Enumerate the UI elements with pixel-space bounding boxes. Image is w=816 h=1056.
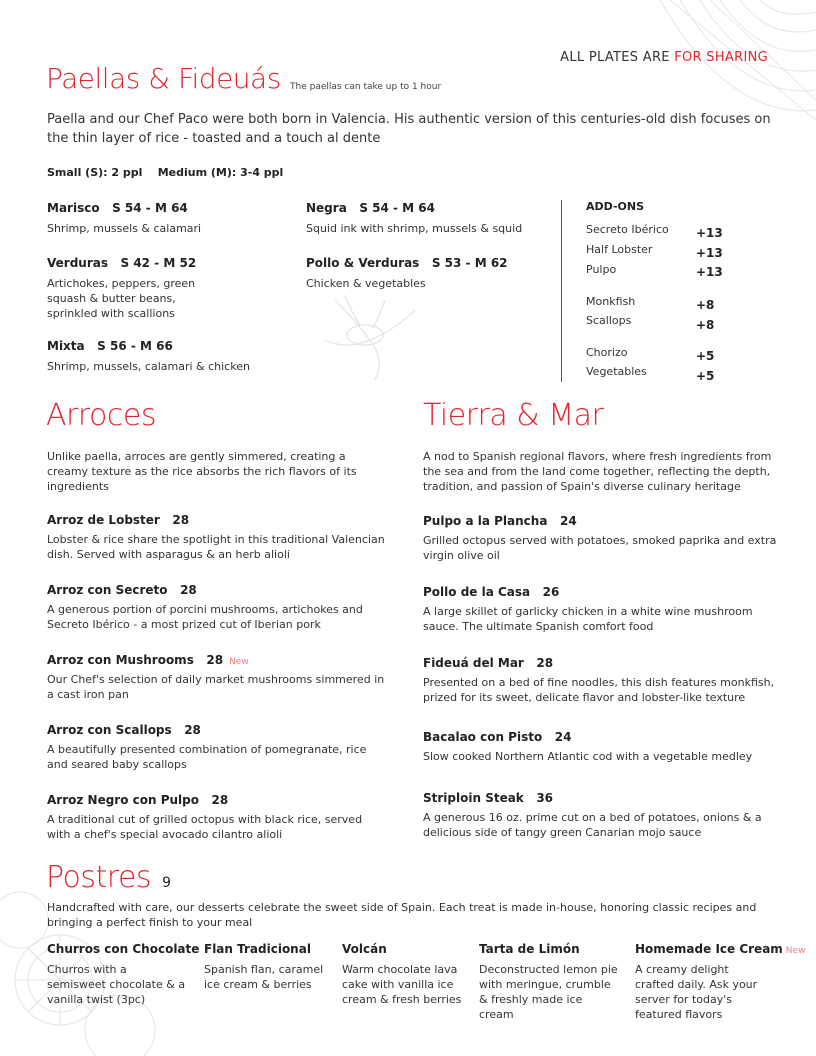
tierra-intro: A nod to Spanish regional flavors, where fresh ingredients from the sea and from the land come together, reflecting the depth, tradition, and passion of Spain's diverse culinary heritage: [423, 450, 772, 493]
postre-name-row: [635, 942, 810, 956]
postre-item: [47, 942, 200, 1007]
postres-price: 9: [162, 875, 172, 891]
paella-item: [306, 201, 546, 236]
postre-desc: Churros with a semisweet chocolate & a vanilla twist (3pc): [47, 963, 186, 1006]
postres-title: Postres: [46, 860, 152, 895]
arroz-desc: Our Chef's selection of daily market mushrooms simmered in a cast iron pan: [47, 673, 385, 701]
paellas-title: Paellas & Fideuás: [46, 62, 281, 95]
postre-desc: Spanish flan, caramel ice cream & berries: [204, 963, 324, 991]
addon-name: Pulpo: [586, 263, 617, 276]
addon-item: [586, 346, 726, 363]
paella-name: Verduras S 42 - M 52: [47, 256, 197, 270]
paellas-sizes: Small (S): 2 ppl Medium (M): 3-4 ppl: [47, 166, 284, 179]
tierra-name: Bacalao con Pisto 24: [423, 730, 572, 744]
arroz-desc: A beautifully presented combination of pomegranate, rice and seared baby scallops: [47, 743, 367, 771]
tierra-item: [423, 730, 783, 764]
arroz-name: Arroz con Secreto 28: [47, 583, 197, 597]
tierra-desc: Presented on a bed of fine noodles, this dish features monkfish, prized for its sweet, delicate flavor and lobster-like texture: [423, 676, 775, 704]
addon-name: Scallops: [586, 314, 632, 327]
paella-name: Negra S 54 - M 64: [306, 201, 435, 215]
tierra-desc: A large skillet of garlicky chicken in a white wine mushroom sauce. The ultimate Spanish comfort food: [423, 605, 753, 633]
addon-price: +13: [696, 246, 723, 260]
arroz-item: [47, 653, 392, 702]
paella-name: Pollo & Verduras S 53 - M 62: [306, 256, 508, 270]
arroz-name: Arroz Negro con Pulpo 28: [47, 793, 229, 807]
addon-name: Vegetables: [586, 365, 647, 378]
paella-desc: Shrimp, mussels, calamari & chicken: [47, 360, 250, 373]
arroces-intro: Unlike paella, arroces are gently simmered, creating a creamy texture as the rice absorbs the rich flavors of its ingredients: [47, 450, 357, 493]
addon-item: [586, 295, 726, 312]
arroz-name: Arroz de Lobster 28: [47, 513, 190, 527]
tierra-desc: A generous 16 oz. prime cut on a bed of potatoes, onions & a delicious side of tangy green Canarian mojo sauce: [423, 811, 762, 839]
addon-item: [586, 314, 726, 332]
postre-name: Homemade Ice Cream: [635, 942, 783, 956]
paella-desc: Chicken & vegetables: [306, 277, 426, 290]
postre-item: [479, 942, 624, 1022]
addon-item: [586, 223, 726, 240]
arroz-item: [47, 793, 372, 842]
paella-item: [306, 256, 546, 291]
arroz-name: Arroz con Scallops 28: [47, 723, 201, 737]
addons-title: ADD-ONS: [586, 200, 645, 213]
new-badge: New: [229, 657, 249, 667]
arroz-desc: Lobster & rice share the spotlight in this traditional Valencian dish. Served with asparagus & an herb alioli: [47, 533, 385, 561]
postre-item: [342, 942, 467, 1007]
paella-desc: Shrimp, mussels & calamari: [47, 222, 202, 235]
addon-price: +8: [696, 318, 715, 332]
lobster-illustration: [315, 280, 435, 390]
postre-desc: Deconstructed lemon pie with meringue, crumble & freshly made ice cream: [479, 963, 618, 1021]
paella-name: Mixta S 56 - M 66: [47, 339, 173, 353]
addon-item: [586, 365, 726, 383]
addon-name: Chorizo: [586, 346, 628, 359]
arroz-desc: A generous portion of porcini mushrooms, artichokes and Secreto Ibérico - a most prized cut of Iberian pork: [47, 603, 363, 631]
postre-desc: A creamy delight crafted daily. Ask your server for today's featured flavors: [635, 963, 758, 1021]
addon-name: Half Lobster: [586, 243, 653, 256]
postre-name: Churros con Chocolate: [47, 942, 200, 956]
addon-price: +13: [696, 265, 723, 279]
new-badge: New: [785, 946, 806, 956]
arroz-name: Arroz con Mushrooms 28: [47, 653, 224, 667]
tierra-title: Tierra & Mar: [423, 398, 604, 433]
arroz-item: [47, 583, 367, 632]
postre-name: Tarta de Limón: [479, 942, 580, 956]
paellas-note: The paellas can take up to 1 hour: [290, 82, 442, 92]
addon-name: Monkfish: [586, 295, 636, 308]
tierra-item: [423, 656, 778, 705]
tierra-name: Pollo de la Casa 26: [423, 585, 560, 599]
tierra-name: Striploin Steak 36: [423, 791, 554, 805]
tierra-desc: Grilled octopus served with potatoes, smoked paprika and extra virgin olive oil: [423, 534, 777, 562]
tierra-desc: Slow cooked Northern Atlantic cod with a vegetable medley: [423, 750, 753, 763]
paella-item: [47, 256, 227, 321]
postre-item: [635, 942, 810, 1022]
arroces-title: Arroces: [46, 398, 156, 433]
arroz-item: [47, 513, 387, 562]
postre-name: Volcán: [342, 942, 387, 956]
addon-price: +13: [696, 226, 723, 240]
arroz-name-row: [47, 653, 392, 667]
addon-item: [586, 243, 726, 260]
tierra-name: Pulpo a la Plancha 24: [423, 514, 577, 528]
addons-divider: [561, 200, 562, 382]
paellas-intro: Paella and our Chef Paco were both born in Valencia. His authentic version of this centuries-old dish focuses on the thin layer of rice - toasted and a touch al dente: [47, 112, 771, 146]
tierra-item: [423, 585, 753, 634]
paella-item: [47, 339, 287, 374]
addon-price: +5: [696, 369, 715, 383]
postre-name: Flan Tradicional: [204, 942, 311, 956]
tierra-item: [423, 514, 783, 563]
postre-desc: Warm chocolate lava cake with vanilla ice cream & fresh berries: [342, 963, 462, 1006]
addon-item: [586, 263, 726, 279]
postre-item: [204, 942, 332, 992]
tierra-item: [423, 791, 763, 840]
sharing-tagline: [520, 50, 768, 65]
tagline-highlight: FOR SHARING: [674, 50, 768, 65]
paella-desc: Artichokes, peppers, green squash & butter beans, sprinkled with scallions: [47, 277, 196, 320]
arroz-desc: A traditional cut of grilled octopus with black rice, served with a chef's special avocado cilantro alioli: [47, 813, 363, 841]
tagline-prefix: ALL PLATES ARE: [560, 50, 675, 65]
paella-item: [47, 201, 287, 236]
addon-price: +8: [696, 298, 715, 312]
addon-name: Secreto Ibérico: [586, 223, 669, 236]
paella-desc: Squid ink with shrimp, mussels & squid: [306, 222, 523, 235]
arroz-item: [47, 723, 377, 772]
tierra-name: Fideuá del Mar 28: [423, 656, 554, 670]
paella-name: Marisco S 54 - M 64: [47, 201, 188, 215]
postres-heading: [46, 860, 171, 895]
addon-price: +5: [696, 349, 715, 363]
postres-intro: Handcrafted with care, our desserts celebrate the sweet side of Spain. Each treat is made in-house, honoring classic recipes and bringing a perfect finish to your meal: [47, 901, 757, 929]
